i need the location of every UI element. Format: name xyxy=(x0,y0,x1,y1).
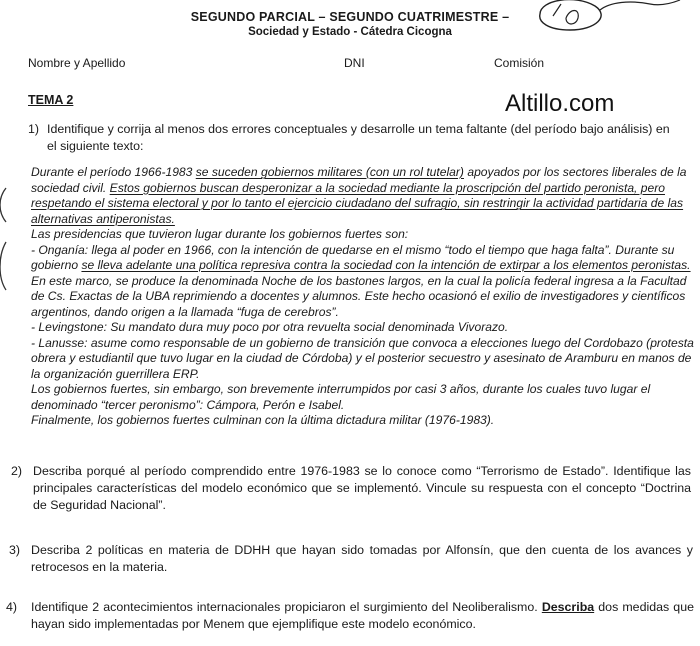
question-1 xyxy=(28,121,680,155)
passage-paragraph-2: Las presidencias que tuvieron lugar durante los gobiernos fuertes son: xyxy=(31,227,409,241)
question-2 xyxy=(11,463,691,514)
question-2-number: 2) xyxy=(11,464,23,478)
exam-title: SEGUNDO PARCIAL – SEGUNDO CUATRIMESTRE – xyxy=(190,10,510,24)
question-1-text: Identifique y corrija al menos dos errores conceptuales y desarrolle un tema faltante (del período bajo análisis) en el siguiente texto: xyxy=(47,122,670,153)
passage xyxy=(31,165,695,429)
passage-paragraph-3: - Onganía: llega al poder en 1966, con la intención de quedarse en el mismo “todo el tiempo que haga falta”. Durante su gobierno se lleva adelante una política represiva contra la sociedad con la intención de extirpar a los elementos peronistas. En este marco, se produce la denominada Noche de los bastones largos, en la cual la policía federal ingresa a la Facultad de Cs. Exactas de la UBA reprimiendo a docentes y alumnos. Este hecho ocasionó el exilio de investigadores y científicos argentinos, dando origen a la llamada “fuga de cerebros”. xyxy=(31,242,691,319)
question-4-emphasis: Describa xyxy=(541,600,595,614)
exam-subtitle: Sociedad y Estado - Cátedra Cicogna xyxy=(248,26,452,38)
question-3 xyxy=(9,542,693,576)
question-3-text: Describa 2 políticas en materia de DDHH que hayan sido tomadas por Alfonsín, que den cuenta de los avances y retrocesos en la materia. xyxy=(31,543,693,574)
passage-paragraph-1: Durante el período 1966-1983 se suceden gobiernos militares (con un rol tutelar) apoyados por los sectores liberales de la sociedad civil. Estos gobiernos buscan desperonizar a la sociedad mediante la proscripción del partido peronista, pero respetando el sistema electoral y por lo tanto el ejercicio ciudadano del sufragio, sin restringir la actividad partidaria de las alternativas antiperonistas. xyxy=(31,165,687,226)
question-4-number: 4) xyxy=(6,600,18,614)
question-4-text: Identifique 2 acontecimientos internacionales propiciaron el surgimiento del Neoliberalismo. Describa dos medidas que hayan sido implementadas por Menem que ejemplifique este modelo económico. xyxy=(31,600,694,631)
field-dni-label: DNI xyxy=(344,56,365,70)
field-comision-label: Comisión xyxy=(494,56,545,70)
question-2-text: Describa porqué al período comprendido entre 1976-1983 se lo conoce como “Terrorismo de Estado”. Identifique las principales características del modelo económico que se implementó. Vincule su respuesta con el concepto “Doctrina de Seguridad Nacional”. xyxy=(33,464,691,512)
passage-paragraph-4: - Levingstone: Su mandato dura muy poco por otra revuelta social denominada Vivorazo. xyxy=(31,320,509,334)
question-4 xyxy=(6,599,694,633)
field-name-label: Nombre y Apellido xyxy=(28,56,126,70)
passage-paragraph-5: - Lanusse: asume como responsable de un gobierno de transición que convoca a elecciones luego del Cordobazo (protesta obrera y estudiantil que tuvo lugar en la ciudad de Córdoba) y el posterior secuestro y asesinato de Aramburu en manos de la organización guerrillera ERP. xyxy=(31,335,694,381)
passage-paragraph-6: Los gobiernos fuertes, sin embargo, son brevemente interrumpidos por casi 3 años, durante los cuales tuvo lugar el denominado “tercer peronismo”: Cámpora, Perón e Isabel. xyxy=(31,382,651,412)
tema-heading: TEMA 2 xyxy=(28,93,74,107)
watermark: Altillo.com xyxy=(505,90,615,117)
question-3-number: 3) xyxy=(9,543,21,557)
question-1-number: 1) xyxy=(28,122,40,136)
passage-paragraph-7: Finalmente, los gobiernos fuertes culminan con la última dictadura militar (1976-1983). xyxy=(31,413,495,427)
